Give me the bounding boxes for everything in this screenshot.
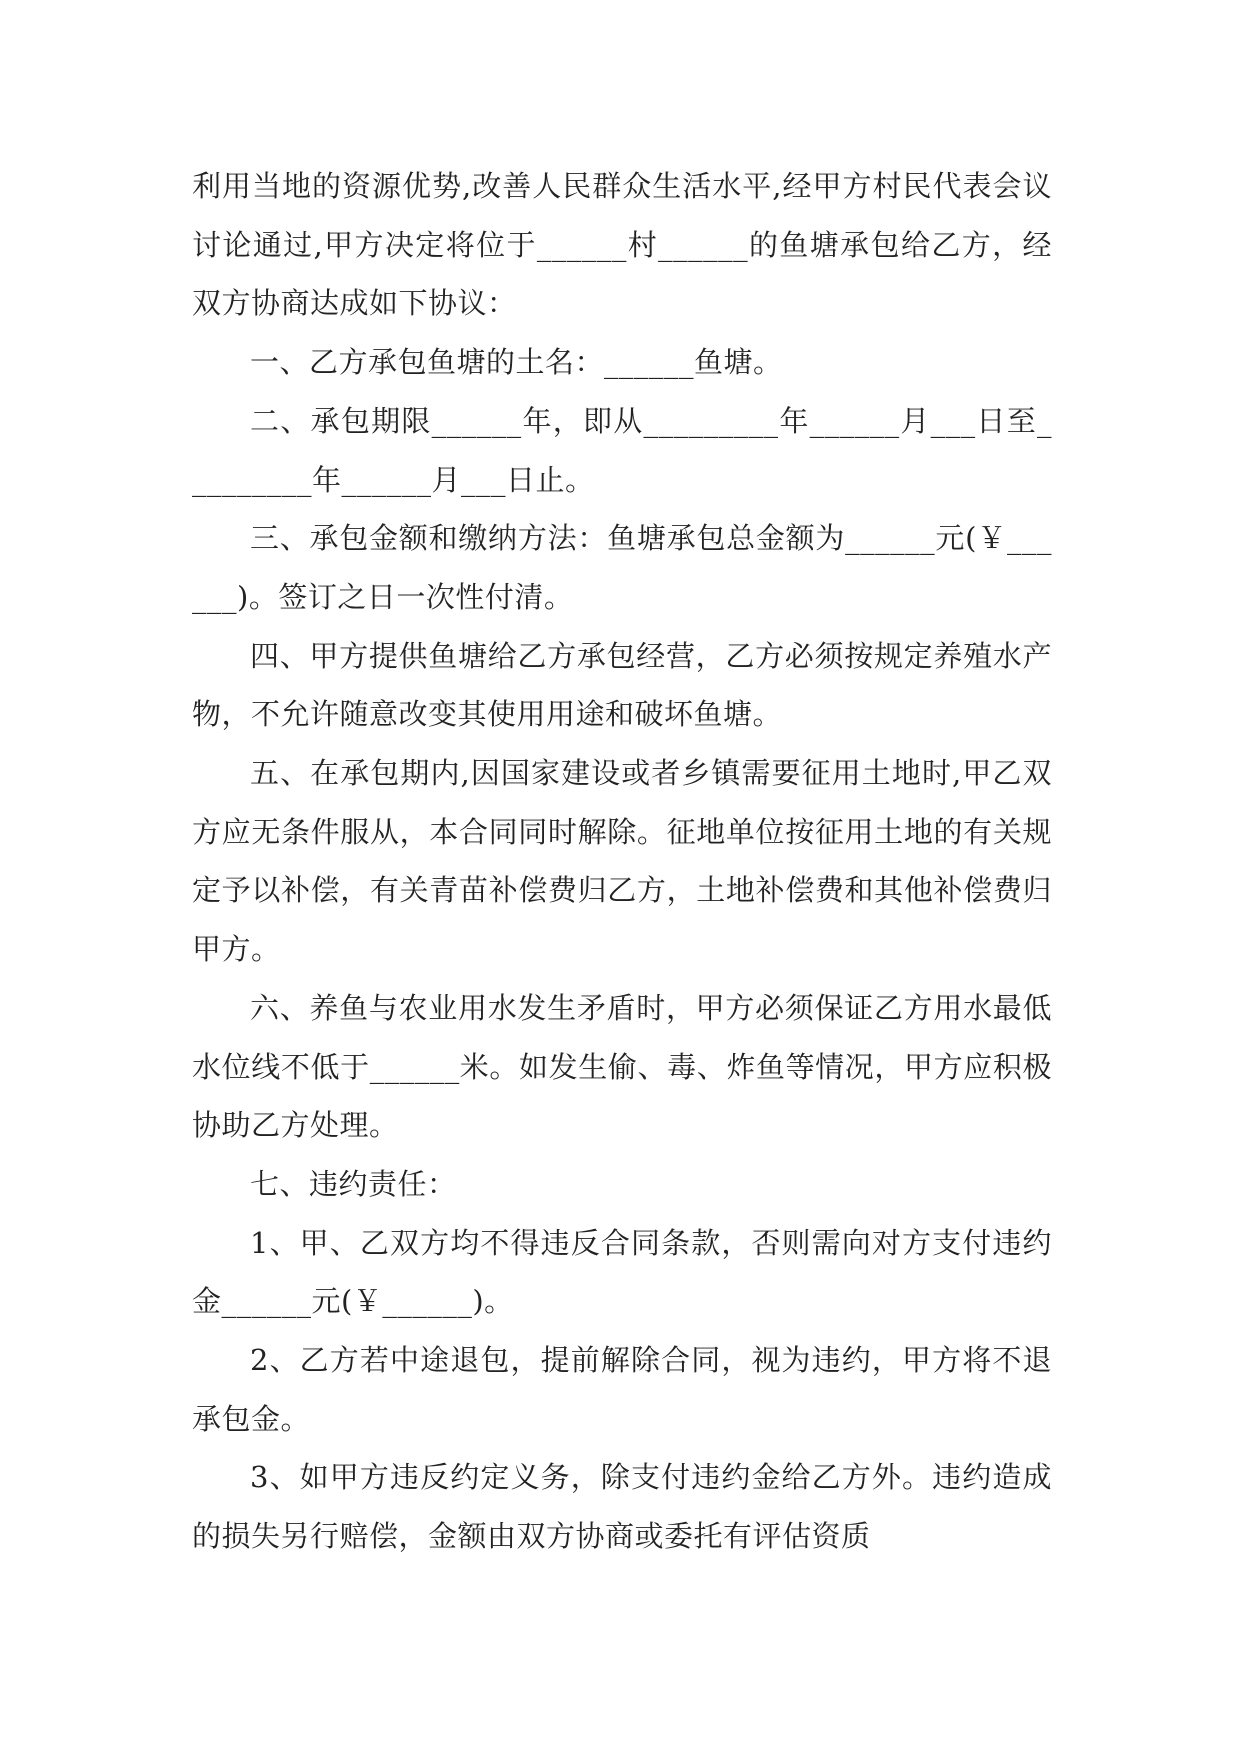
document-body: [192, 157, 1052, 1566]
paragraph-clause-7-2: 2、乙方若中途退包，提前解除合同，视为违约，甲方将不退承包金。: [192, 1343, 1052, 1436]
paragraph-clause-6: 六、养鱼与农业用水发生矛盾时，甲方必须保证乙方用水最低水位线不低于______米。如发生偷、毒、炸鱼等情况，甲方应积极协助乙方处理。: [192, 990, 1052, 1143]
paragraph-clause-7-3: 3、如甲方违反约定义务，除支付违约金给乙方外。违约造成的损失另行赔偿，金额由双方协商或委托有评估资质: [192, 1460, 1052, 1554]
paragraph-clause-2: 二、承包期限______年，即从_________年______月___日至_________年______月___日止。: [192, 403, 1052, 497]
paragraph-clause-7-1: 1、甲、乙双方均不得违反合同条款，否则需向对方支付违约金______元(￥______)。: [192, 1225, 1052, 1319]
paragraph-clause-7: 七、违约责任：: [250, 1166, 457, 1201]
paragraph-clause-5: 五、在承包期内,因国家建设或者乡镇需要征用土地时,甲乙双方应无条件服从，本合同同时解除。征地单位按征用土地的有关规定予以补偿，有关青苗补偿费归乙方，土地补偿费和其他补偿费归甲方。: [192, 756, 1052, 967]
paragraph-clause-1: 一、乙方承包鱼塘的土名：______鱼塘。: [250, 345, 783, 380]
paragraph-clause-3: 三、承包金额和缴纳方法：鱼塘承包总金额为______元(￥______)。签订之日一次性付清。: [192, 521, 1052, 614]
paragraph-clause-4: 四、甲方提供鱼塘给乙方承包经营，乙方必须按规定养殖水产物，不允许随意改变其使用用途和破坏鱼塘。: [192, 638, 1052, 732]
paragraph-intro: 利用当地的资源优势,改善人民群众生活水平,经甲方村民代表会议讨论通过,甲方决定将位于______村______的鱼塘承包给乙方，经双方协商达成如下协议：: [192, 169, 1052, 321]
